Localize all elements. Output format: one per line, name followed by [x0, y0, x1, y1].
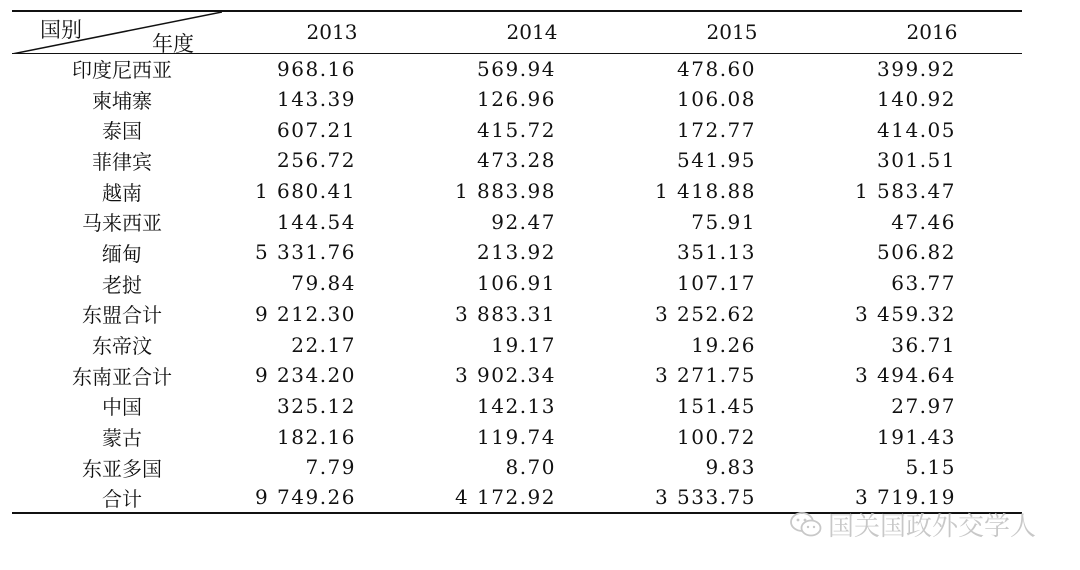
value-cell: 22.17	[291, 332, 356, 357]
value-cell: 569.94	[477, 56, 556, 81]
value-cell: 107.17	[677, 271, 756, 296]
value-cell: 144.54	[277, 209, 356, 234]
value-cell: 47.46	[891, 209, 956, 234]
year-header-label: 年度	[152, 32, 194, 56]
year-header-2013: 2013	[306, 20, 358, 45]
country-cell: 菲律宾	[92, 149, 152, 174]
value-cell: 4 172.92	[454, 485, 556, 510]
value-cell: 213.92	[477, 240, 556, 265]
value-cell: 478.60	[677, 56, 756, 81]
value-cell: 607.21	[277, 117, 356, 142]
value-cell: 3 719.19	[854, 485, 956, 510]
value-cell: 3 271.75	[654, 363, 756, 388]
country-cell: 东盟合计	[82, 303, 162, 328]
value-cell: 256.72	[277, 148, 356, 173]
table-row	[12, 421, 1022, 452]
table-row	[12, 206, 1022, 237]
value-cell: 75.91	[691, 209, 756, 234]
watermark-text: 国关国政外交学人	[828, 512, 1037, 542]
table-row	[12, 145, 1022, 176]
value-cell: 968.16	[277, 56, 356, 81]
value-cell: 140.92	[877, 87, 956, 112]
value-cell: 27.97	[891, 393, 956, 418]
value-cell: 142.13	[477, 393, 556, 418]
value-cell: 143.39	[277, 87, 356, 112]
value-cell: 1 883.98	[454, 179, 556, 204]
country-cell: 合计	[102, 486, 142, 511]
year-header-2015: 2015	[706, 20, 758, 45]
value-cell: 541.95	[677, 148, 756, 173]
data-table	[12, 10, 1022, 514]
value-cell: 3 883.31	[454, 301, 556, 326]
value-cell: 5.15	[905, 455, 956, 480]
country-cell: 缅甸	[102, 241, 142, 266]
value-cell: 191.43	[877, 424, 956, 449]
value-cell: 351.13	[677, 240, 756, 265]
table-row	[12, 268, 1022, 299]
country-cell: 中国	[102, 395, 142, 420]
value-cell: 9 234.20	[254, 363, 356, 388]
value-cell: 301.51	[877, 148, 956, 173]
table-row	[12, 391, 1022, 422]
year-header-2014: 2014	[506, 20, 558, 45]
value-cell: 106.91	[477, 271, 556, 296]
country-cell: 东亚多国	[82, 456, 162, 481]
corner-header-cell	[12, 11, 222, 56]
country-cell: 东南亚合计	[72, 364, 172, 389]
value-cell: 19.26	[691, 332, 756, 357]
table-row	[12, 452, 1022, 483]
value-cell: 92.47	[491, 209, 556, 234]
value-cell: 9.83	[705, 455, 756, 480]
country-cell: 柬埔寨	[92, 88, 152, 113]
wechat-icon	[790, 512, 822, 538]
table-row	[12, 329, 1022, 360]
value-cell: 414.05	[877, 117, 956, 142]
value-cell: 126.96	[477, 87, 556, 112]
value-cell: 325.12	[277, 393, 356, 418]
country-cell: 马来西亚	[82, 211, 162, 236]
value-cell: 3 252.62	[654, 301, 756, 326]
value-cell: 9 212.30	[254, 301, 356, 326]
value-cell: 119.74	[477, 424, 556, 449]
header-row	[12, 11, 1022, 53]
value-cell: 106.08	[677, 87, 756, 112]
value-cell: 182.16	[277, 424, 356, 449]
table-row	[12, 237, 1022, 268]
country-cell: 印度尼西亚	[72, 58, 172, 83]
table-row	[12, 360, 1022, 391]
country-cell: 泰国	[102, 119, 142, 144]
value-cell: 3 459.32	[854, 301, 956, 326]
value-cell: 1 418.88	[654, 179, 756, 204]
value-cell: 3 902.34	[454, 363, 556, 388]
value-cell: 1 680.41	[254, 179, 356, 204]
value-cell: 5 331.76	[254, 240, 356, 265]
value-cell: 399.92	[877, 56, 956, 81]
year-header-2016: 2016	[906, 20, 958, 45]
value-cell: 172.77	[677, 117, 756, 142]
country-cell: 东帝汶	[92, 334, 152, 359]
country-cell: 老挝	[102, 272, 142, 297]
country-cell: 蒙古	[102, 426, 142, 451]
country-cell: 越南	[102, 180, 142, 205]
country-header-label: 国别	[40, 18, 82, 42]
value-cell: 9 749.26	[254, 485, 356, 510]
value-cell: 415.72	[477, 117, 556, 142]
value-cell: 36.71	[891, 332, 956, 357]
watermark	[790, 506, 1036, 543]
value-cell: 19.17	[491, 332, 556, 357]
value-cell: 151.45	[677, 393, 756, 418]
value-cell: 473.28	[477, 148, 556, 173]
value-cell: 8.70	[505, 455, 556, 480]
table-row	[12, 114, 1022, 145]
value-cell: 63.77	[891, 271, 956, 296]
value-cell: 1 583.47	[854, 179, 956, 204]
value-cell: 79.84	[291, 271, 356, 296]
value-cell: 7.79	[305, 455, 356, 480]
value-cell: 3 494.64	[854, 363, 956, 388]
table-row	[12, 176, 1022, 207]
table-row	[12, 299, 1022, 330]
value-cell: 100.72	[677, 424, 756, 449]
value-cell: 3 533.75	[654, 485, 756, 510]
table-row	[12, 84, 1022, 115]
data-table-container	[12, 10, 1022, 514]
value-cell: 506.82	[877, 240, 956, 265]
